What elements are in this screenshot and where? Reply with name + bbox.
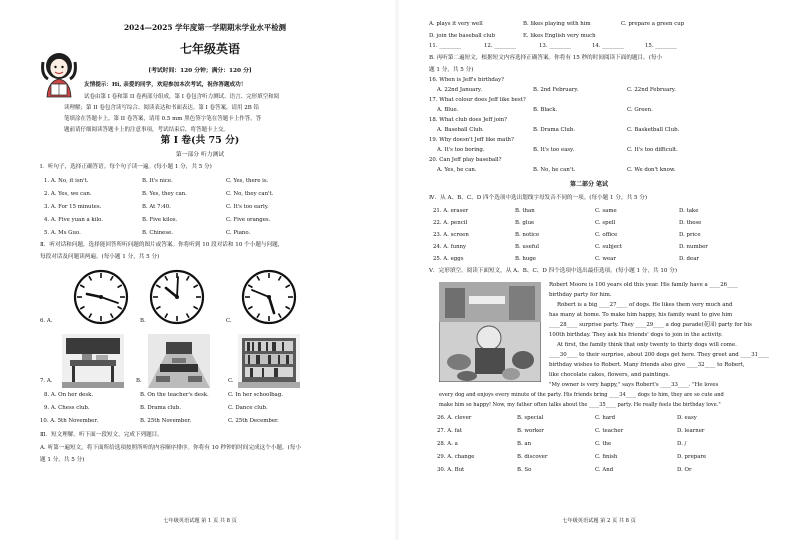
- section-5-heading: Ⅴ．完形填空。阅读下面短文，从 A、B、C、D 四个选项中选出最佳选项。(每小题 1 分，共 10 分): [429, 268, 678, 274]
- q10-option-b: B. 25th November.: [140, 418, 192, 424]
- bookshelf-picture: [238, 334, 300, 388]
- instructions-line-3: 笔填涂在答题卡上。第 II 卷答案，请用 0.5 mm 黑色签字笔在答题卡上作答。答: [64, 116, 262, 122]
- q9-option-a: 9. A. Chess club.: [44, 405, 90, 411]
- q22-option-c: C. spell: [595, 220, 616, 226]
- greeting-text: 友情提示：Hi, 亲爱的同学，欢迎参加本次考试，祝你答题成功！: [84, 82, 247, 88]
- q18-option-b: B. Drama Club.: [533, 127, 576, 133]
- page-1-footer: 七年级英语试题 第 1 页 共 8 页: [163, 518, 237, 524]
- q27-option-d: D. learner: [677, 428, 705, 434]
- q22-option-d: D. these: [679, 220, 702, 226]
- q19-option-a: A. It's too boring.: [437, 147, 485, 153]
- q7-option-c-label: C.: [228, 378, 234, 384]
- q16-question: 16. When is Jeff's birthday?: [429, 77, 505, 83]
- q1-option-c: C. Yes, there is.: [226, 178, 269, 184]
- q2-option-b: B. Yes, they can.: [142, 191, 187, 197]
- order-option-e: E. likes English very much: [523, 33, 596, 39]
- q25-option-c: C. wear: [595, 256, 616, 262]
- q28-option-c: C. the: [595, 441, 612, 447]
- order-option-b: B. likes playing with him: [523, 21, 591, 27]
- q29-option-a: 29. A. change: [437, 454, 475, 460]
- q9-option-b: B. Drama club.: [140, 405, 181, 411]
- q29-option-c: C. finish: [595, 454, 618, 460]
- teacher-desk-picture: [148, 334, 210, 388]
- blank-13[interactable]: 13. ________: [539, 43, 571, 49]
- q1-option-a: 1. A. No, it isn't.: [44, 178, 89, 184]
- q29-option-d: D. prepare: [677, 454, 707, 460]
- part-1-title: 第一部分 听力测试: [175, 152, 225, 158]
- blank-11[interactable]: 11. ________: [429, 43, 461, 49]
- order-option-a: A. plays it very well: [429, 21, 483, 27]
- passage-line-1: Robert Moore is 100 years old this year. His family have a ____26____: [549, 282, 738, 288]
- q30-option-b: B. So: [517, 467, 532, 473]
- q16-option-b: B. 2nd February.: [533, 87, 579, 93]
- q27-option-c: C. teacher: [595, 428, 624, 434]
- q26-option-b: B. special: [517, 415, 544, 421]
- q26-option-d: D. easy: [677, 415, 697, 421]
- passage-line-13: make him so happy! Now, my father often talks about the ____35____ party. He really feels the birthday love.": [439, 402, 721, 408]
- q3-option-b: B. At 7:40.: [142, 204, 171, 210]
- q5-option-c: C. Piano.: [226, 230, 251, 236]
- clock-option-a-icon: [72, 268, 130, 326]
- q24-option-d: D. number: [679, 244, 708, 250]
- q23-option-d: D. price: [679, 232, 701, 238]
- instructions-line-2: 读理解；第 II 卷包含读写综合、阅读表达和书面表达。第 I 卷答案，请用 2B 铅: [64, 105, 260, 111]
- q17-option-c: C. Green.: [627, 107, 653, 113]
- q21-option-a: 21. A. eraser: [433, 208, 469, 214]
- passage-line-12: every dog and enjoys every minute of the party. His friends bring ____34____ dogs to him, they are so cute and: [439, 392, 724, 398]
- order-option-c: C. prepare a green cup: [621, 21, 685, 27]
- section-b-heading-line-2: 题 1 分，共 5 分): [429, 67, 474, 73]
- blank-14[interactable]: 14. ________: [592, 43, 624, 49]
- q1-option-b: B. It's nice.: [142, 178, 173, 184]
- q7-label: 7. A.: [40, 378, 53, 384]
- passage-line-2: birthday party for him.: [549, 292, 612, 298]
- q20-option-c: C. We don't know.: [627, 167, 676, 173]
- part-2-title: 第二部分 笔试: [569, 181, 609, 188]
- q6-option-b-label: B.: [140, 318, 146, 324]
- exam-info: [考试时间：120 分钟；满分：120 分]: [148, 68, 252, 74]
- q16-option-c: C. 22nd February.: [627, 87, 676, 93]
- q19-question: 19. Why doesn't Jeff like math?: [429, 137, 514, 143]
- passage-line-10: like chocolate cakes, flowers, and paintings.: [549, 372, 670, 378]
- q26-option-c: C. hard: [595, 415, 616, 421]
- q23-option-c: C. office: [595, 232, 618, 238]
- q18-option-c: C. Basketball Club.: [627, 127, 680, 133]
- q29-option-b: B. discover: [517, 454, 548, 460]
- birthday-party-photo: [439, 282, 541, 382]
- q30-option-d: D. Or: [677, 467, 692, 473]
- q19-option-b: B. It's too easy.: [533, 147, 575, 153]
- q8-option-c: C. In her schoolbag.: [228, 392, 283, 398]
- q27-option-a: 27. A. fat: [437, 428, 462, 434]
- q24-option-c: C. subject: [595, 244, 623, 250]
- q30-option-a: 30. A. But: [437, 467, 465, 473]
- q18-question: 18. What club does Jeff join?: [429, 117, 508, 123]
- section-3-heading: Ⅲ．短文理解。听下面一段短文，完成下列题目。: [40, 432, 163, 438]
- q23-option-b: B. notice: [515, 232, 540, 238]
- q28-option-a: 28. A. a: [437, 441, 458, 447]
- q25-option-a: 25. A. eggs: [433, 256, 464, 262]
- q21-option-c: C. same: [595, 208, 617, 214]
- instructions-line-1: 试卷由第 I 卷和第 II 卷两部分组成，第 I 卷包含听力测试、语言、完形填空和阅: [84, 94, 280, 100]
- section-2-heading-line-2: 每段对话及问题读两遍。(每小题 1 分，共 5 分): [40, 254, 160, 260]
- q5-option-b: B. Chinese.: [142, 230, 174, 236]
- q4-option-c: C. Five oranges.: [226, 217, 271, 223]
- q22-option-a: 22. A. pencil: [433, 220, 468, 226]
- exam-page-1: [0, 0, 395, 540]
- q25-option-b: B. huge: [515, 256, 536, 262]
- q23-option-a: 23. A. screen: [433, 232, 469, 238]
- q7-option-b-label: B.: [136, 378, 142, 384]
- q17-question: 17. What colour does Jeff like best?: [429, 97, 526, 103]
- passage-line-8: ____30____ to their surprise, about 200 dogs get here. They greet and ____31____: [549, 352, 769, 358]
- passage-line-9: birthday wishes to Robert. Many friends also give ____32____ to Robert,: [549, 362, 745, 368]
- q6-label: 6. A.: [40, 318, 53, 324]
- volume-1-title: 第 I 卷(共 75 分): [160, 135, 240, 146]
- q19-option-c: C. It's too difficult.: [627, 147, 678, 153]
- section-3-sub-line-2: 题 1 分，共 5 分): [40, 457, 85, 463]
- classroom-desk-picture: [62, 334, 124, 388]
- blank-12[interactable]: 12. ________: [484, 43, 516, 49]
- q27-option-b: B. worker: [517, 428, 544, 434]
- q20-question: 20. Can Jeff play baseball?: [429, 157, 502, 163]
- q26-option-a: 26. A. clever: [437, 415, 472, 421]
- q4-option-a: 4. A. Five yuan a kilo.: [44, 217, 104, 223]
- q2-option-a: 2. A. Yes, we can.: [44, 191, 92, 197]
- q25-option-d: D. dear: [679, 256, 699, 262]
- subject-title: 七年级英语: [179, 42, 240, 56]
- q3-option-c: C. It's too early.: [226, 204, 269, 210]
- q20-option-a: A. Yes, he can.: [437, 167, 477, 173]
- q8-option-b: B. On the teacher's desk.: [140, 392, 209, 398]
- q17-option-b: B. Black.: [533, 107, 558, 113]
- q20-option-b: B. No, he can't.: [533, 167, 576, 173]
- q17-option-a: A. Blue.: [437, 107, 459, 113]
- instructions-line-4: 题前请仔细阅读答题卡上的注意事项，考试结束后，将答题卡上交。: [64, 127, 230, 133]
- passage-line-4: has many at home. To make him happy, his family want to give him: [549, 312, 733, 318]
- q3-option-a: 3. A. For 15 minutes.: [44, 204, 102, 210]
- exam-title: 2024—2025 学年度第一学期期末学业水平检测: [124, 23, 286, 32]
- q21-option-d: D. take: [679, 208, 699, 214]
- exam-page-2: [399, 0, 794, 540]
- section-b-heading-line-1: B. 再听第二遍短文，根据短文内容选择正确答案。你将有 15 秒的时间阅读下面的题目。(每小: [429, 55, 663, 61]
- q8-option-a: 8. A. On her desk.: [44, 392, 94, 398]
- q21-option-b: B. than: [515, 208, 535, 214]
- q22-option-b: B. glue: [515, 220, 535, 226]
- section-3-sub-line-1: A. 听第一遍短文，将下面所给选项按照所听的内容顺序排序。你将有 10 秒钟的时间完成这个小题。(每小: [40, 445, 301, 451]
- blank-15[interactable]: 15. ________: [645, 43, 677, 49]
- passage-line-5: ____28____ surprise party. They ____29____ a dog parade(花园) party for his: [549, 322, 752, 328]
- passage-line-3: Robert is a big ____27____ of dogs. He likes them very much and: [557, 302, 733, 308]
- q30-option-c: C. And: [595, 467, 614, 473]
- section-1-heading: Ⅰ．听句子，选择正确答语。每个句子读一遍。(每小题 1 分，共 5 分): [40, 164, 212, 170]
- q18-option-a: A. Baseball Club.: [437, 127, 484, 133]
- q4-option-b: B. Five kilos.: [142, 217, 178, 223]
- q6-option-c-label: C.: [226, 318, 232, 324]
- page-2-footer: 七年级英语试题 第 2 页 共 8 页: [562, 518, 636, 524]
- section-2-heading-line-1: Ⅱ．听对话和问题，选择能回答所听问题的图片或答案。你将听到 10 段对话和 10 个小题与问题，: [40, 242, 284, 248]
- q24-option-a: 24. A. funny: [433, 244, 467, 250]
- q10-option-a: 10. A. 5th November.: [40, 418, 99, 424]
- q24-option-b: B. useful: [515, 244, 540, 250]
- q16-option-a: A. 22nd January.: [437, 87, 482, 93]
- clock-option-c-icon: [240, 268, 298, 326]
- passage-line-6: 100th birthday. They ask his friends' dogs to join in the activity.: [549, 332, 723, 338]
- q9-option-c: C. Dance club.: [228, 405, 268, 411]
- passage-line-7: At first, the family think that only twenty to thirty dogs will come.: [557, 342, 737, 348]
- order-option-d: D. join the baseball club: [429, 33, 496, 39]
- q2-option-c: C. No, they can't.: [226, 191, 274, 197]
- q28-option-b: B. an: [517, 441, 532, 447]
- q5-option-a: 5. A. Ms Guo.: [44, 230, 81, 236]
- mascot-girl-illustration: [38, 50, 80, 98]
- q10-option-c: C. 25th December.: [228, 418, 279, 424]
- passage-line-11: "My owner is very happy," says Robert's ____33____. "He loves: [549, 382, 719, 388]
- q28-option-d: D. /: [677, 441, 687, 447]
- clock-option-b-icon: [148, 268, 206, 326]
- section-4-heading: Ⅳ．从 A、B、C、D 四个选项中选出划线字母发音不同的一项。(每小题 1 分，共 5 分): [429, 195, 648, 201]
